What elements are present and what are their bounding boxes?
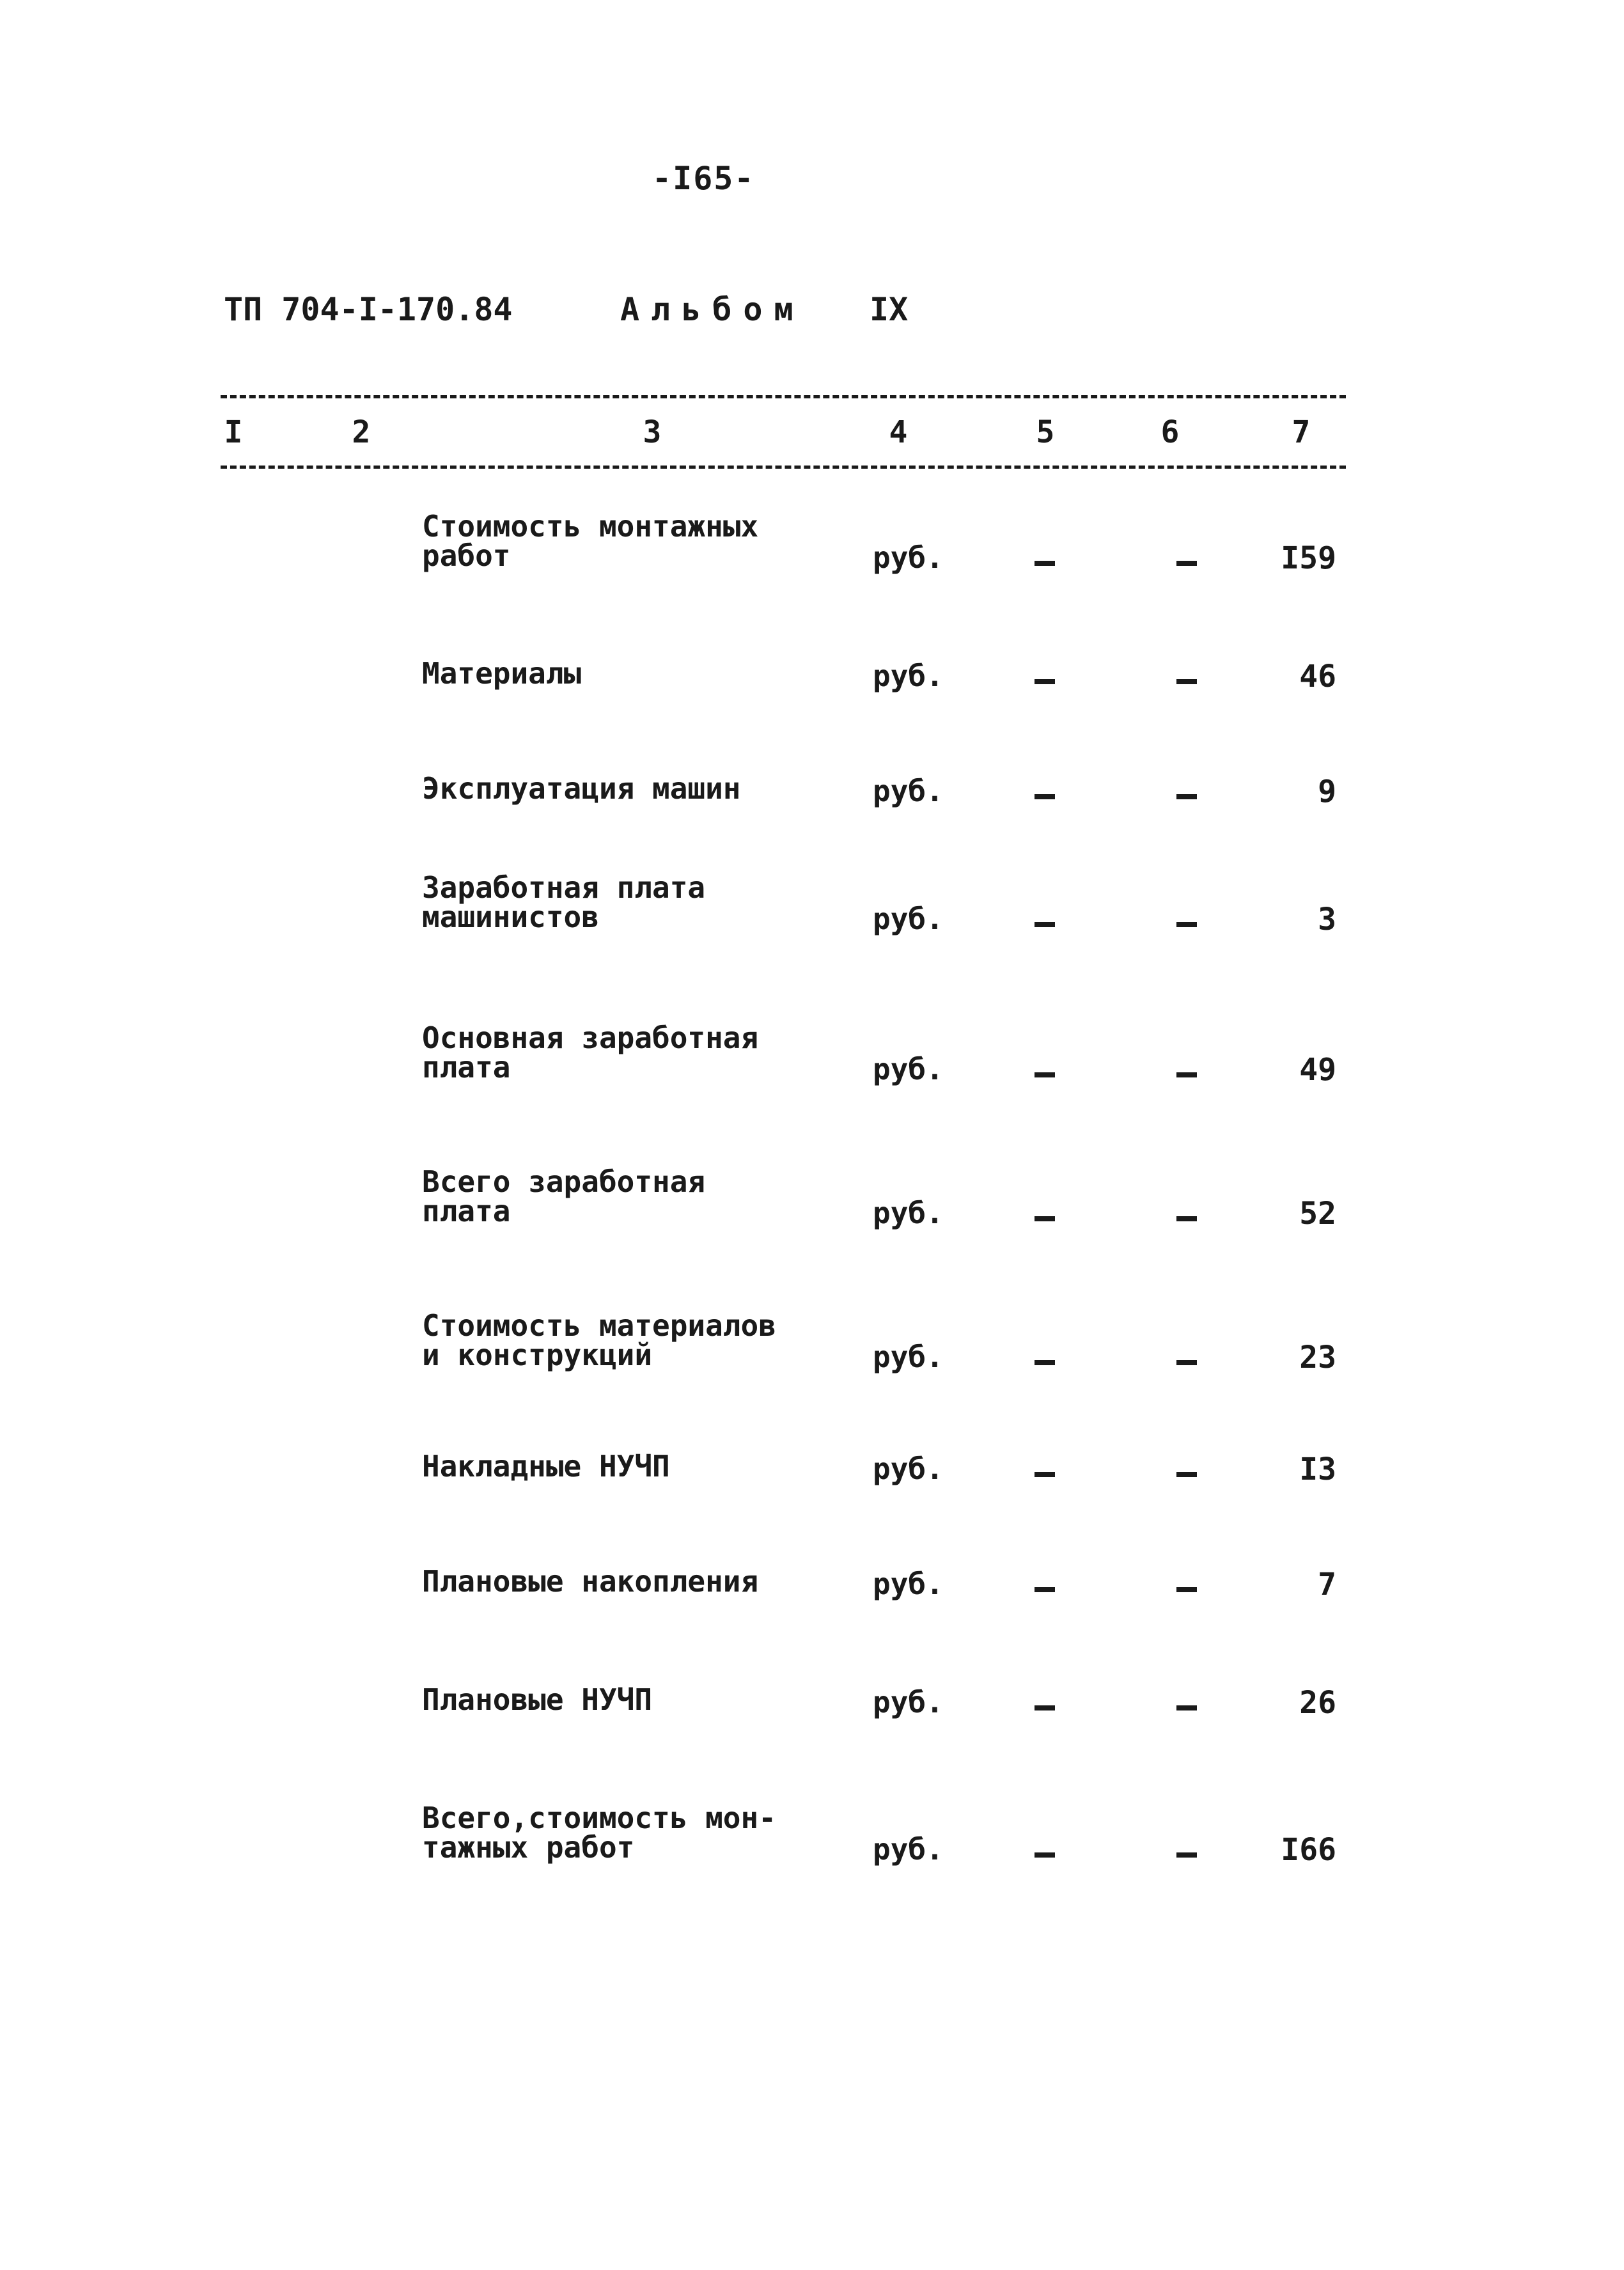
row-col5-dash — [1035, 922, 1055, 927]
row-name: Эксплуатация машин — [422, 771, 741, 806]
row-col6-dash — [1176, 1587, 1197, 1592]
row-name: Плановые НУЧП — [422, 1682, 653, 1717]
album-label: Альбом — [620, 291, 805, 328]
row-unit: руб. — [873, 1567, 944, 1601]
row-col5-dash — [1035, 679, 1055, 684]
row-unit: руб. — [873, 659, 944, 693]
row-value: 3 — [1318, 902, 1336, 937]
row-col5-dash — [1035, 794, 1055, 799]
column-header-1: I — [224, 414, 243, 450]
column-header-2: 2 — [352, 414, 371, 450]
row-unit: руб. — [873, 1340, 944, 1374]
row-col5-dash — [1035, 1360, 1055, 1365]
header-rule-bottom — [221, 466, 1346, 469]
row-col6-dash — [1176, 1852, 1197, 1858]
row-value: I3 — [1299, 1452, 1336, 1487]
album-number: IX — [870, 291, 909, 328]
row-col6-dash — [1176, 679, 1197, 684]
row-col6-dash — [1176, 1472, 1197, 1477]
row-name: Всего,стоимость мон- тажных работ — [422, 1801, 776, 1865]
row-name: Стоимость материалов и конструкций — [422, 1308, 776, 1372]
row-value: 23 — [1299, 1340, 1336, 1375]
row-name: Основная заработная плата — [422, 1021, 759, 1084]
row-col6-dash — [1176, 1705, 1197, 1710]
column-header-4: 4 — [889, 414, 908, 450]
row-unit: руб. — [873, 1685, 944, 1719]
row-col5-dash — [1035, 1472, 1055, 1477]
row-col6-dash — [1176, 922, 1197, 927]
row-name: Материалы — [422, 656, 582, 691]
row-name: Всего заработная плата — [422, 1164, 706, 1228]
row-col6-dash — [1176, 794, 1197, 799]
row-name: Плановые накопления — [422, 1564, 759, 1599]
row-value: I66 — [1281, 1832, 1336, 1868]
row-col6-dash — [1176, 1072, 1197, 1077]
row-value: 46 — [1299, 659, 1336, 694]
row-name: Заработная плата машинистов — [422, 870, 706, 934]
row-col6-dash — [1176, 1360, 1197, 1365]
row-col5-dash — [1035, 1587, 1055, 1592]
row-unit: руб. — [873, 1832, 944, 1867]
row-unit: руб. — [873, 540, 944, 575]
row-value: 9 — [1318, 774, 1336, 810]
row-col5-dash — [1035, 1216, 1055, 1221]
row-unit: руб. — [873, 1052, 944, 1086]
row-col6-dash — [1176, 561, 1197, 566]
row-col5-dash — [1035, 1852, 1055, 1858]
column-header-5: 5 — [1036, 414, 1055, 450]
column-header-6: 6 — [1160, 414, 1180, 450]
row-value: I59 — [1281, 540, 1336, 576]
column-header-7: 7 — [1292, 414, 1311, 450]
row-value: 52 — [1299, 1196, 1336, 1232]
row-unit: руб. — [873, 774, 944, 808]
page-number: -I65- — [652, 160, 755, 197]
column-header-3: 3 — [643, 414, 662, 450]
row-col5-dash — [1035, 1705, 1055, 1710]
row-value: 49 — [1299, 1052, 1336, 1088]
row-name: Накладные НУЧП — [422, 1449, 670, 1483]
document-code: ТП 704-I-170.84 — [224, 291, 513, 328]
row-name: Стоимость монтажных работ — [422, 509, 759, 573]
row-col5-dash — [1035, 561, 1055, 566]
row-unit: руб. — [873, 902, 944, 936]
row-value: 26 — [1299, 1685, 1336, 1721]
row-col6-dash — [1176, 1216, 1197, 1221]
row-col5-dash — [1035, 1072, 1055, 1077]
row-unit: руб. — [873, 1452, 944, 1486]
row-unit: руб. — [873, 1196, 944, 1230]
header-rule-top — [221, 395, 1346, 398]
row-value: 7 — [1318, 1567, 1336, 1602]
